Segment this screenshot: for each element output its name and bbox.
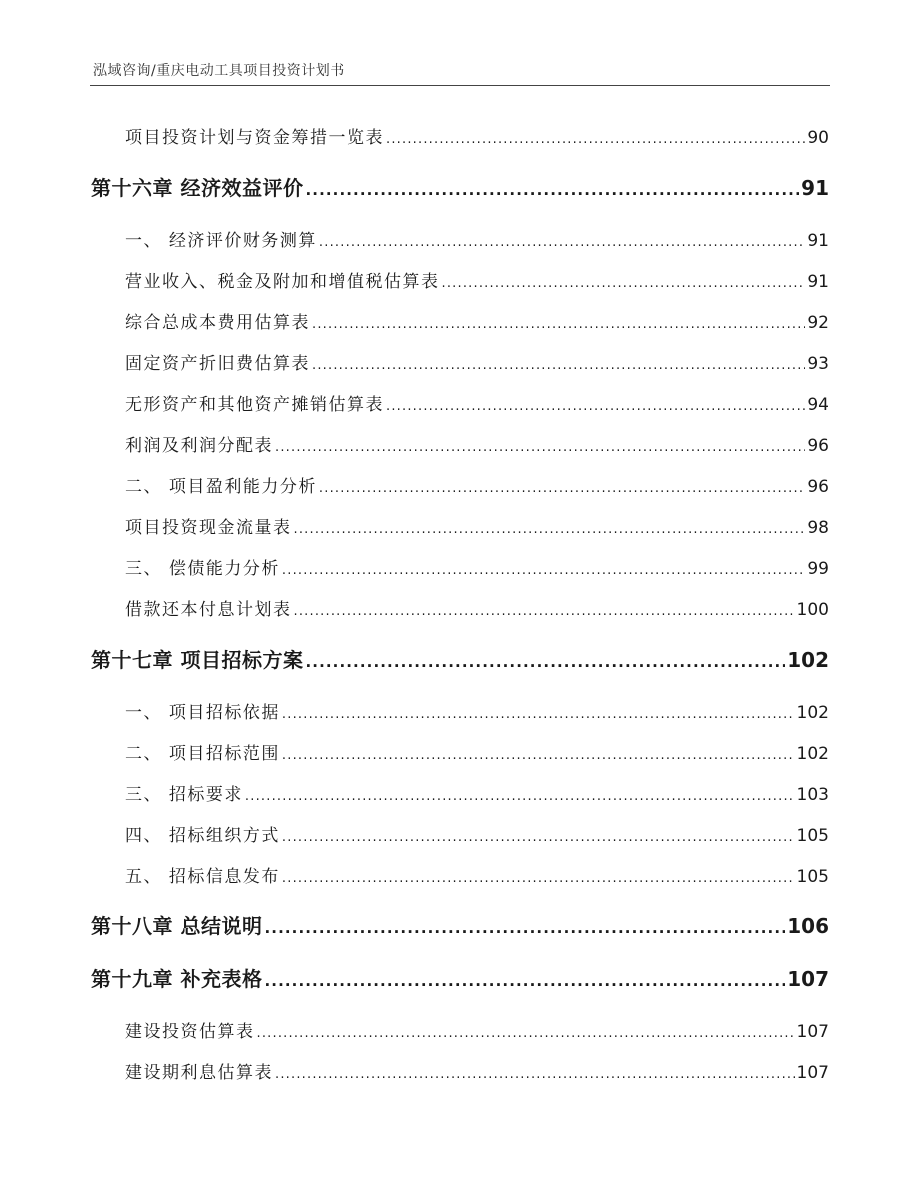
- toc-entry-label: 固定资产折旧费估算表: [125, 354, 310, 374]
- toc-chapter-page: 91: [801, 176, 829, 200]
- toc-entry-page: 102: [796, 744, 829, 764]
- toc-leader-dots: [386, 395, 805, 415]
- toc-entry-label: 五、 招标信息发布: [125, 867, 280, 887]
- toc-entry[interactable]: [125, 308, 829, 333]
- toc-chapter-page: 102: [787, 648, 829, 672]
- toc-entry-label: 一、 项目招标依据: [125, 703, 280, 723]
- toc-leader-dots: [282, 744, 795, 764]
- toc-entry[interactable]: [125, 431, 829, 456]
- toc-leader-dots: [305, 176, 799, 200]
- toc-entry-page: 91: [807, 231, 829, 251]
- toc-leader-dots: [275, 436, 805, 456]
- toc-entry[interactable]: [125, 739, 829, 764]
- toc-chapter[interactable]: [91, 644, 829, 673]
- toc-entry-label: 项目投资现金流量表: [125, 518, 292, 538]
- toc-chapter-label: 第十六章 经济效益评价: [91, 176, 304, 200]
- toc-entry-page: 100: [796, 600, 829, 620]
- toc-chapter-label: 第十九章 补充表格: [91, 967, 263, 991]
- toc-entry[interactable]: [125, 862, 829, 887]
- toc-leader-dots: [282, 559, 805, 579]
- toc-entry-label: 一、 经济评价财务测算: [125, 231, 317, 251]
- toc-leader-dots: [386, 128, 805, 148]
- toc-entry[interactable]: [125, 698, 829, 723]
- toc-entry-label: 营业收入、税金及附加和增值税估算表: [125, 272, 440, 292]
- toc-entry-page: 102: [796, 703, 829, 723]
- toc-chapter-page: 107: [787, 967, 829, 991]
- toc-entry-page: 99: [807, 559, 829, 579]
- toc-chapter-label: 第十七章 项目招标方案: [91, 648, 304, 672]
- toc-leader-dots: [245, 785, 795, 805]
- toc-entry-page: 91: [807, 272, 829, 292]
- toc-entry[interactable]: [125, 390, 829, 415]
- toc-leader-dots: [312, 354, 805, 374]
- toc-chapter-label: 第十八章 总结说明: [91, 914, 263, 938]
- toc-entry-label: 无形资产和其他资产摊销估算表: [125, 395, 384, 415]
- toc-entry[interactable]: [125, 595, 829, 620]
- toc-entry-page: 96: [807, 477, 829, 497]
- toc-entry[interactable]: [125, 123, 829, 148]
- toc-entry-label: 建设投资估算表: [125, 1022, 255, 1042]
- toc-chapter[interactable]: [91, 910, 829, 939]
- toc-entry-page: 94: [807, 395, 829, 415]
- toc-leader-dots: [264, 914, 785, 938]
- toc-entry[interactable]: [125, 554, 829, 579]
- toc-entry[interactable]: [125, 226, 829, 251]
- toc-entry-label: 利润及利润分配表: [125, 436, 273, 456]
- toc-entry-page: 105: [796, 867, 829, 887]
- toc-leader-dots: [282, 826, 795, 846]
- toc-entry-label: 借款还本付息计划表: [125, 600, 292, 620]
- toc-entry-page: 98: [807, 518, 829, 538]
- toc-entry-label: 建设期利息估算表: [125, 1063, 273, 1083]
- toc-leader-dots: [264, 967, 785, 991]
- toc-entry-label: 三、 偿债能力分析: [125, 559, 280, 579]
- toc-entry-label: 项目投资计划与资金筹措一览表: [125, 128, 384, 148]
- toc-entry[interactable]: [125, 1058, 829, 1083]
- toc-entry[interactable]: [125, 780, 829, 805]
- toc-entry-page: 103: [796, 785, 829, 805]
- toc-entry[interactable]: [125, 1017, 829, 1042]
- toc-chapter[interactable]: [91, 963, 829, 992]
- toc-entry-label: 三、 招标要求: [125, 785, 243, 805]
- toc-entry-page: 107: [796, 1022, 829, 1042]
- toc-chapter[interactable]: [91, 172, 829, 201]
- toc-leader-dots: [257, 1022, 795, 1042]
- toc-entry-page: 107: [796, 1063, 829, 1083]
- toc-leader-dots: [282, 867, 795, 887]
- toc-entry-page: 96: [807, 436, 829, 456]
- toc-leader-dots: [305, 648, 785, 672]
- toc-leader-dots: [282, 703, 795, 723]
- toc-entry-label: 综合总成本费用估算表: [125, 313, 310, 333]
- toc-entry[interactable]: [125, 349, 829, 374]
- toc-entry-page: 93: [807, 354, 829, 374]
- toc-entry-label: 四、 招标组织方式: [125, 826, 280, 846]
- toc-leader-dots: [312, 313, 805, 333]
- toc-leader-dots: [275, 1063, 795, 1083]
- header-divider: [90, 85, 830, 86]
- toc-entry-label: 二、 项目招标范围: [125, 744, 280, 764]
- toc-leader-dots: [442, 272, 806, 292]
- toc-leader-dots: [319, 231, 805, 251]
- toc-entry-page: 92: [807, 313, 829, 333]
- toc-entry[interactable]: [125, 267, 829, 292]
- toc-leader-dots: [294, 600, 795, 620]
- toc-entry[interactable]: [125, 513, 829, 538]
- toc-entry-page: 105: [796, 826, 829, 846]
- toc-entry-label: 二、 项目盈利能力分析: [125, 477, 317, 497]
- toc-entry[interactable]: [125, 821, 829, 846]
- running-header: 泓域咨询/重庆电动工具项目投资计划书: [93, 63, 345, 79]
- toc-entry-page: 90: [807, 128, 829, 148]
- toc-entry[interactable]: [125, 472, 829, 497]
- toc-leader-dots: [319, 477, 805, 497]
- toc-leader-dots: [294, 518, 806, 538]
- toc-chapter-page: 106: [787, 914, 829, 938]
